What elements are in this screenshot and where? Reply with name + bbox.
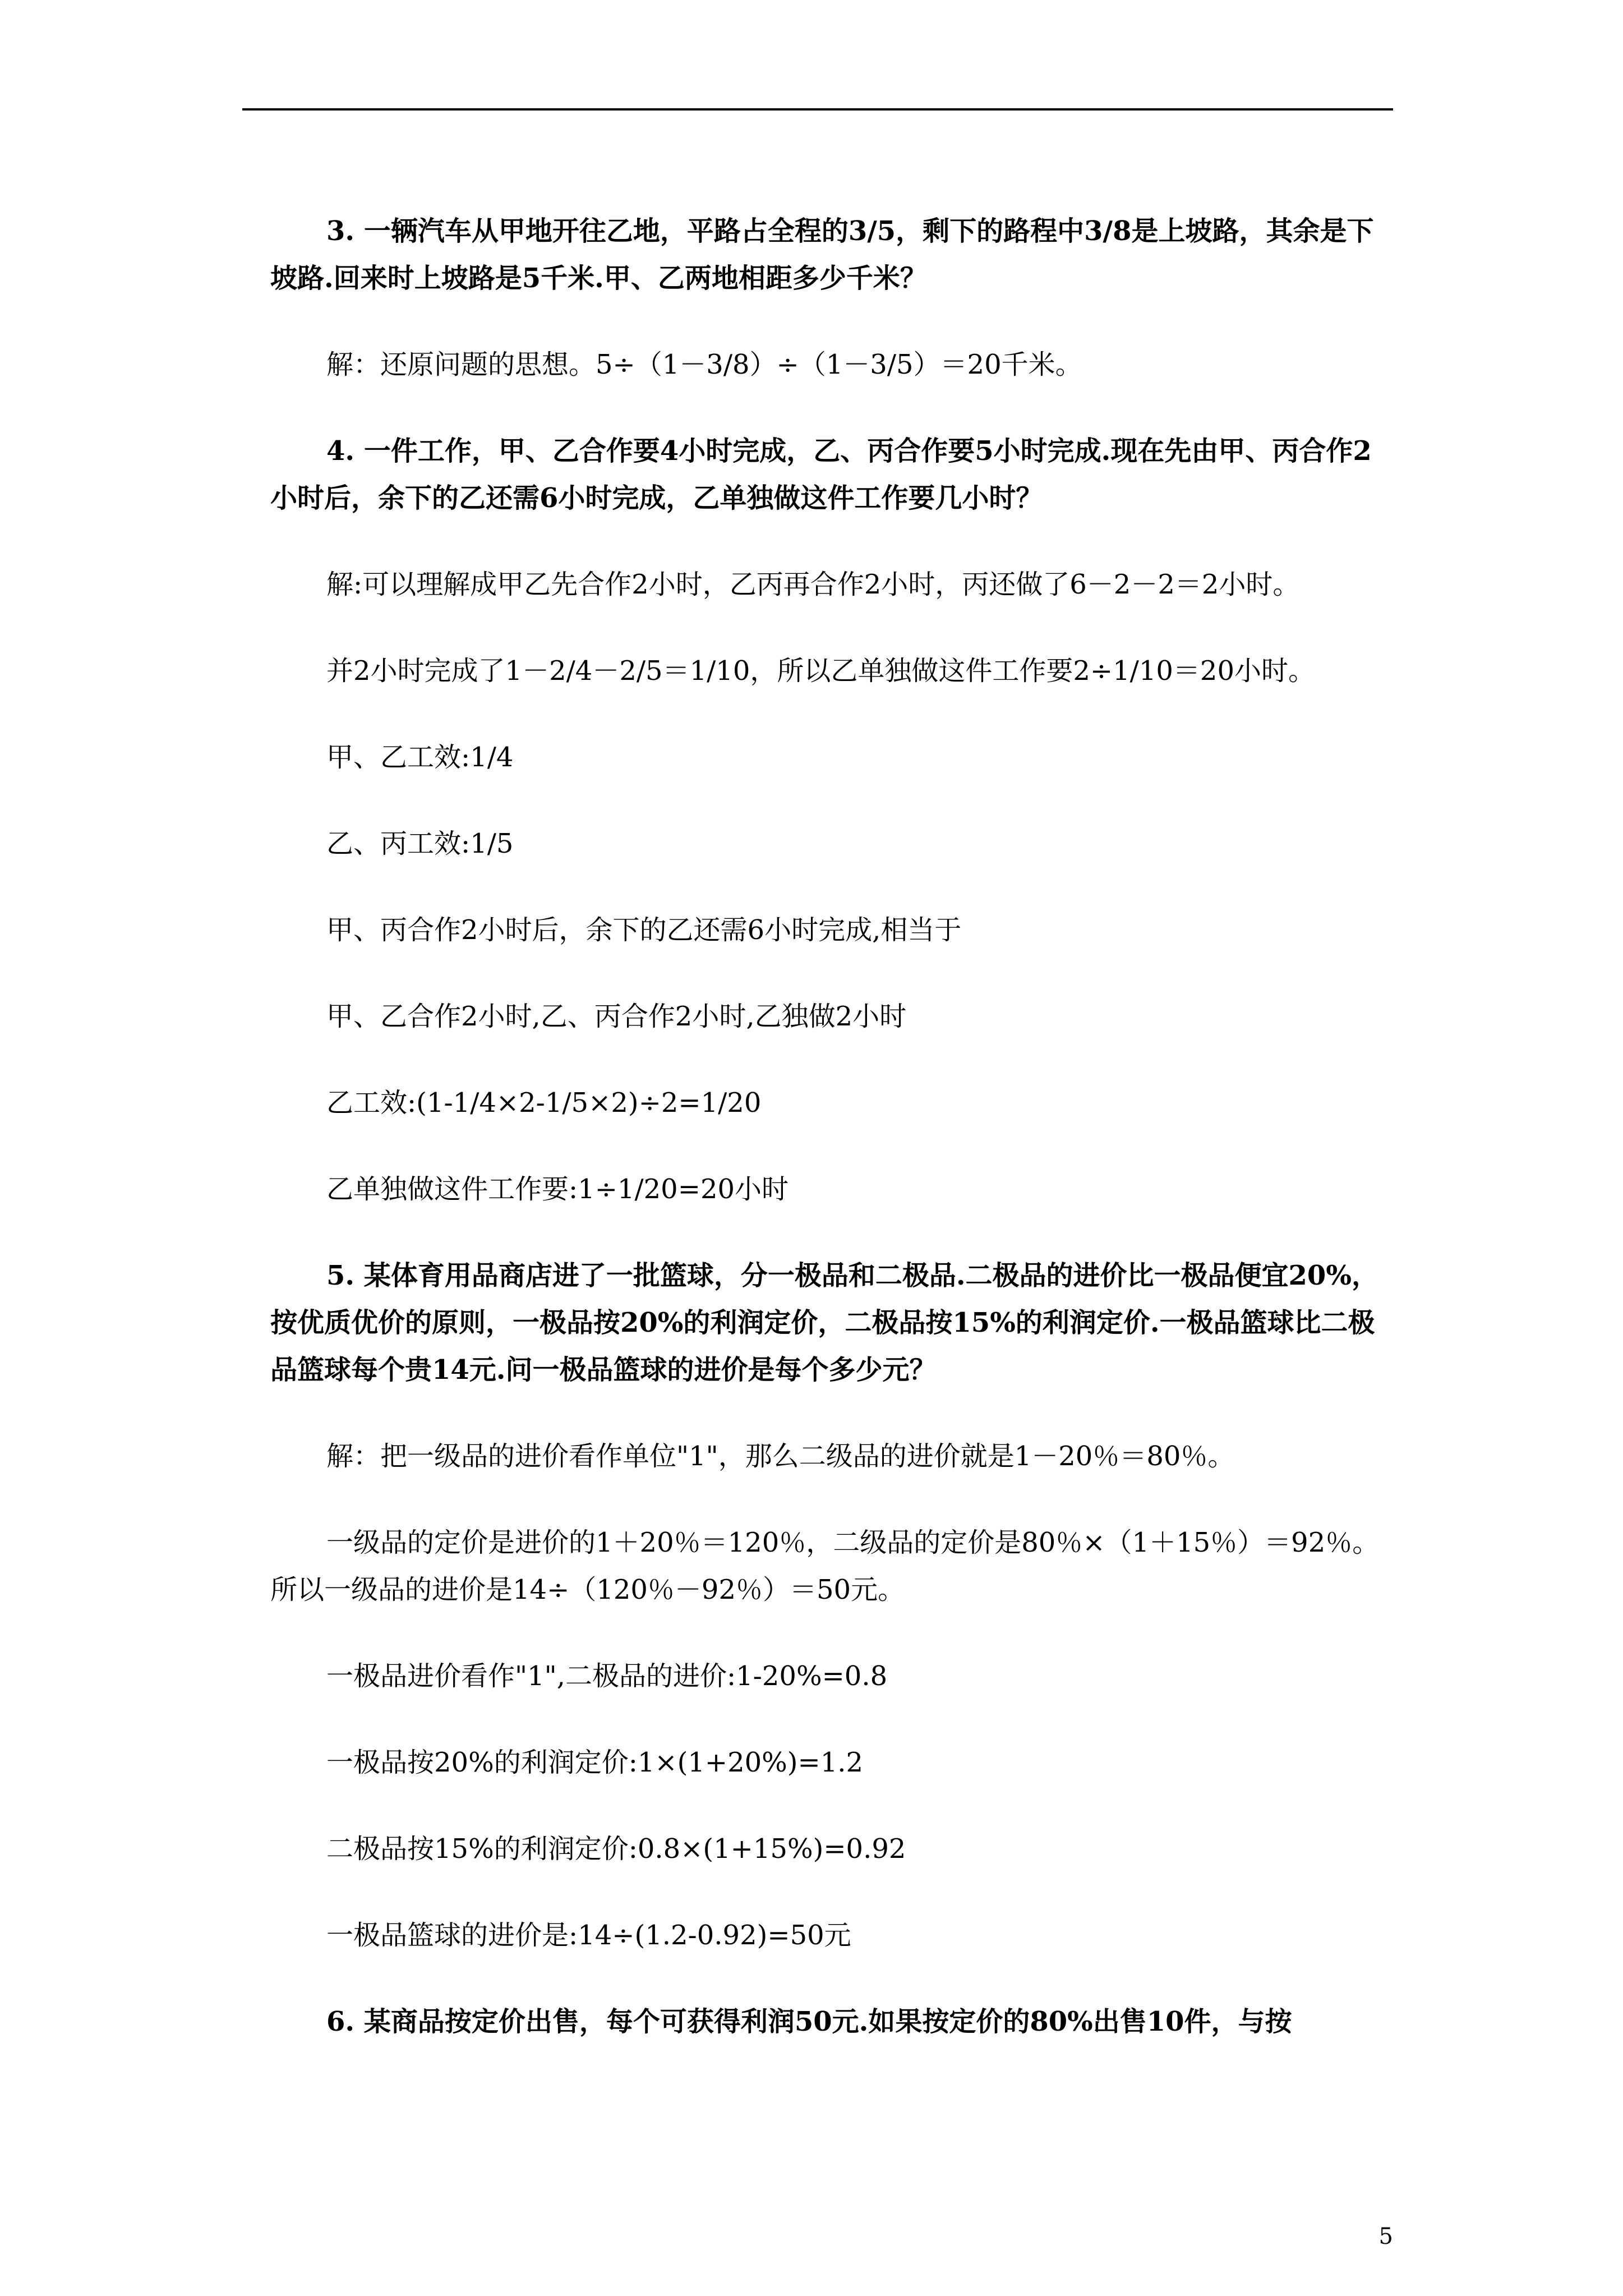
solution-5-step: 一极品按20%的利润定价:1×(1+20%)=1.2	[326, 1747, 864, 1778]
question-5: 5. 某体育用品商店进了一批篮球，分一极品和二极品.二极品的进价比一极品便宜20%，按优质优价的原则，一极品按20%的利润定价，二极品按15%的利润定价.一极品篮球比二极品篮球每个贵14元.问一极品篮球的进价是每个多少元？	[270, 1260, 1378, 1386]
question-6: 6. 某商品按定价出售，每个可获得利润50元.如果按定价的80%出售10件，与按	[326, 2006, 1292, 2037]
solution-5-line-1: 解：把一级品的进价看作单位"1"，那么二级品的进价就是1－20％＝80％。	[326, 1441, 1235, 1472]
solution-4-step: 乙单独做这件工作要:1÷1/20=20小时	[326, 1174, 789, 1205]
solution-5-step: 一极品篮球的进价是:14÷(1.2-0.92)=50元	[326, 1920, 851, 1951]
solution-3: 解：还原问题的思想。5÷（1－3/8）÷（1－3/5）＝20千米。	[326, 349, 1082, 380]
solution-4-line-2: 并2小时完成了1－2/4－2/5＝1/10，所以乙单独做这件工作要2÷1/10＝20小时。	[326, 655, 1315, 687]
question-3: 3. 一辆汽车从甲地开往乙地，平路占全程的3/5，剩下的路程中3/8是上坡路，其余是下坡路.回来时上坡路是5千米.甲、乙两地相距多少千米？	[270, 215, 1374, 294]
solution-5-step: 二极品按15%的利润定价:0.8×(1+15%)=0.92	[326, 1833, 906, 1865]
document-body	[270, 208, 1398, 2085]
solution-4-step: 乙、丙工效:1/5	[326, 828, 514, 859]
solution-4-line-1: 解:可以理解成甲乙先合作2小时，乙丙再合作2小时，丙还做了6－2－2＝2小时。	[326, 569, 1300, 600]
solution-4-step: 甲、乙工效:1/4	[326, 742, 514, 773]
page-number: 5	[1378, 2224, 1393, 2249]
solution-5-line-2: 一级品的定价是进价的1＋20％＝120％，二级品的定价是80％×（1＋15％）＝92％。所以一级品的进价是14÷（120％－92％）＝50元。	[270, 1527, 1380, 1605]
solution-4-step: 乙工效:(1-1/4×2-1/5×2)÷2=1/20	[326, 1087, 762, 1119]
question-4: 4. 一件工作，甲、乙合作要4小时完成，乙、丙合作要5小时完成.现在先由甲、丙合作2小时后，余下的乙还需6小时完成，乙单独做这件工作要几小时？	[270, 435, 1372, 514]
solution-5-step: 一极品进价看作"1",二极品的进价:1-20%=0.8	[326, 1660, 888, 1692]
header-rule	[242, 108, 1393, 111]
solution-4-step: 甲、丙合作2小时后，余下的乙还需6小时完成,相当于	[326, 914, 962, 946]
solution-4-step: 甲、乙合作2小时,乙、丙合作2小时,乙独做2小时	[326, 1001, 907, 1032]
